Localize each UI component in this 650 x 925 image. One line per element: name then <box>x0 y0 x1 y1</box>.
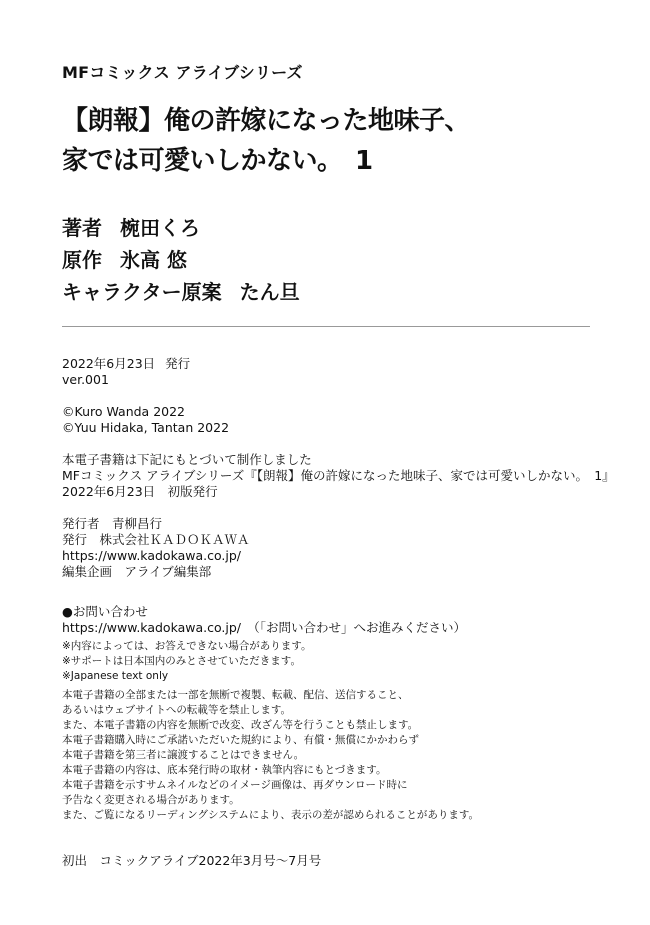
credit-character-design <box>62 276 300 305</box>
version: ver.001 <box>62 372 109 387</box>
copyright-line: ©Kuro Wanda 2022 <box>62 404 186 419</box>
legal-line: また、本電子書籍の内容を無断で改変、改ざん等を行うことも禁止します。 <box>62 719 419 731</box>
publisher-url[interactable]: https://www.kadokawa.co.jp/ <box>62 548 241 563</box>
publisher-line: 発行 株式会社ＫＡＤＯＫＡＷＡ <box>62 532 250 547</box>
release-label: 発行 <box>165 356 191 371</box>
legal-line: 本電子書籍購入時にご承諾いただいた規約により、有償・無償にかかわらず <box>62 734 419 746</box>
credit-name: たん旦 <box>239 280 300 304</box>
credit-role: 著者 <box>62 216 102 240</box>
contact-block <box>62 604 466 636</box>
contact-url[interactable]: https://www.kadokawa.co.jp/ （「お問い合わせ」へお進みください） <box>62 620 466 635</box>
legal-line: また、ご覧になるリーディングシステムにより、表示の差が認められることがあります。 <box>62 809 480 821</box>
credit-original-work <box>62 244 187 273</box>
book-title-line-1: 【朗報】俺の許嫁になった地味子、 <box>62 106 471 136</box>
divider <box>62 326 590 327</box>
contact-note: ※Japanese text only <box>62 670 169 682</box>
contact-notes <box>62 639 311 684</box>
source-line: 2022年6月23日 初版発行 <box>62 484 218 499</box>
credit-role: キャラクター原案 <box>62 280 222 304</box>
series-name: MFコミックス アライブシリーズ <box>62 63 303 82</box>
contact-note: ※内容によっては、お答えできない場合があります。 <box>62 640 312 652</box>
credit-author <box>62 212 200 241</box>
release-info <box>62 356 190 388</box>
source-line: MFコミックス アライブシリーズ『【朗報】俺の許嫁になった地味子、家では可愛いしかない。 1』 <box>62 468 615 483</box>
publisher-line: 発行者 青柳昌行 <box>62 516 163 531</box>
legal-line: 本電子書籍の全部または一部を無断で複製、転載、配信、送信すること、 <box>62 689 409 701</box>
source-block <box>62 452 615 500</box>
first-appearance: 初出 コミックアライブ2022年3月号～7月号 <box>62 853 322 868</box>
legal-notice <box>62 688 479 823</box>
credit-role: 原作 <box>62 248 102 272</box>
legal-line: 本電子書籍の内容は、底本発行時の取材・執筆内容にもとづきます。 <box>62 764 387 776</box>
publisher-line: 編集企画 アライブ編集部 <box>62 564 212 579</box>
legal-line: 本電子書籍を第三者に譲渡することはできません。 <box>62 749 305 761</box>
legal-line: あるいはウェブサイトへの転載等を禁止します。 <box>62 704 292 716</box>
legal-line: 本電子書籍を示すサムネイルなどのイメージ画像は、再ダウンロード時に <box>62 779 408 791</box>
contact-note: ※サポートは日本国内のみとさせていただきます。 <box>62 655 301 667</box>
credit-name: 氷高 悠 <box>120 248 187 272</box>
legal-line: 予告なく変更される場合があります。 <box>62 794 240 806</box>
copyright-line: ©Yuu Hidaka, Tantan 2022 <box>62 420 230 435</box>
contact-heading: ●お問い合わせ <box>62 604 148 619</box>
publisher-block <box>62 516 250 580</box>
source-line: 本電子書籍は下記にもとづいて制作しました <box>62 452 312 467</box>
credit-name: 椀田くろ <box>120 216 200 240</box>
copyright-block <box>62 404 229 436</box>
book-title-line-2: 家では可愛いしかない。 1 <box>62 146 373 176</box>
release-date: 2022年6月23日 <box>62 356 156 371</box>
